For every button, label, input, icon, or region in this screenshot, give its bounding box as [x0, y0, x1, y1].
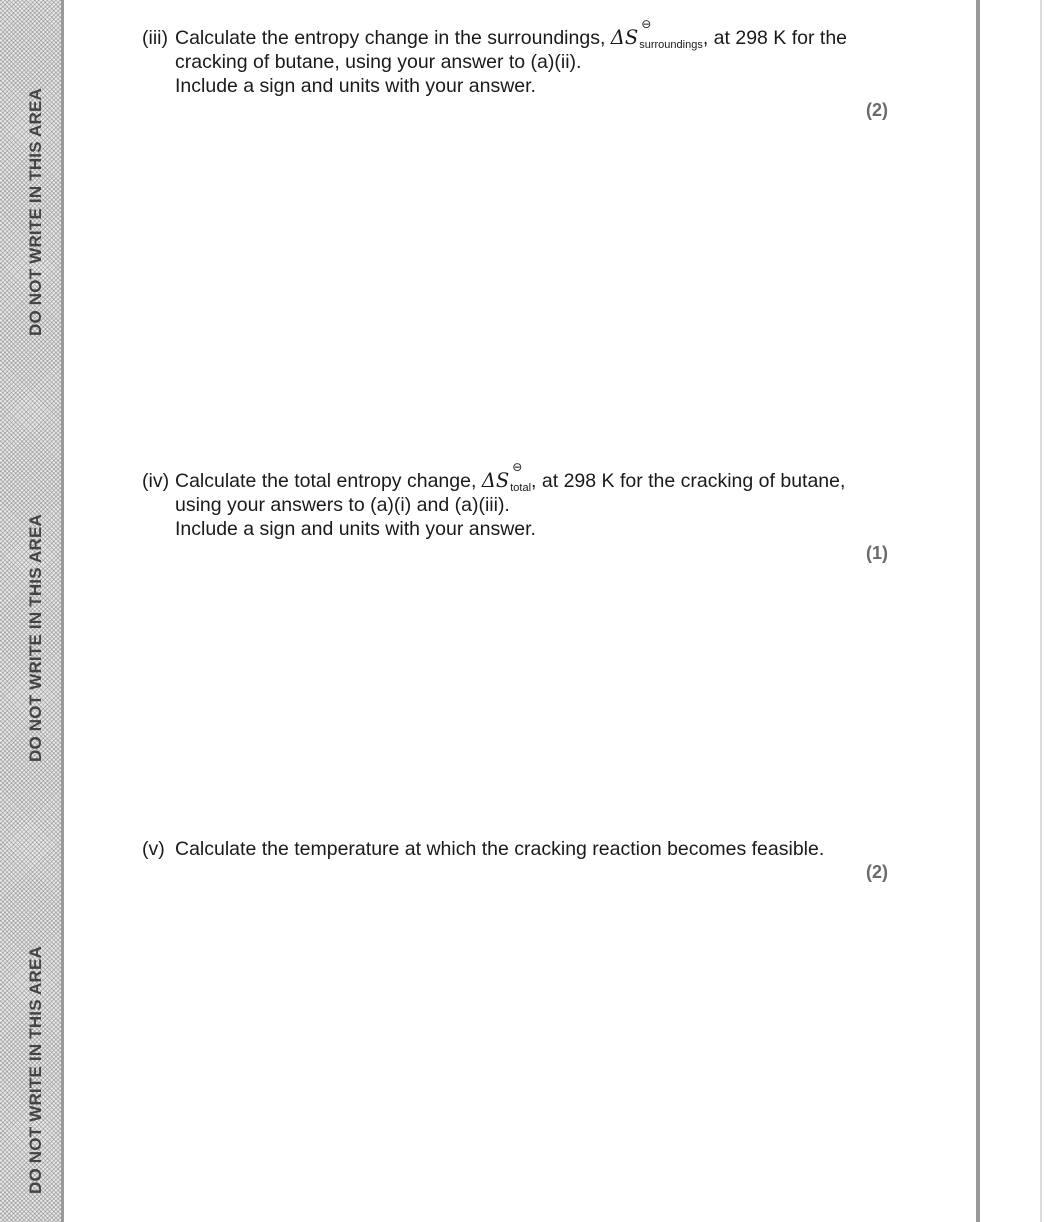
question-iv — [142, 460, 862, 541]
symbol-subscript: surroundings — [639, 39, 703, 51]
question-iii — [142, 17, 862, 98]
right-margin-rule — [976, 0, 980, 1222]
standard-state-symbol: ⊖ — [512, 460, 523, 474]
question-text: , at 298 K for the — [702, 27, 848, 49]
question-text: using your answers to (a)(i) and (a)(iii). — [175, 494, 510, 516]
page-edge-rule — [1040, 0, 1042, 1222]
entropy-symbol: ΔS — [481, 469, 510, 492]
question-number: (v) — [142, 838, 165, 860]
question-text: Include a sign and units with your answer. — [175, 75, 536, 97]
standard-state-symbol: ⊖ — [641, 17, 652, 31]
symbol-scripts — [639, 17, 703, 51]
marks-label: (2) — [866, 100, 888, 120]
margin-strip — [0, 0, 64, 1222]
question-text: Calculate the total entropy change, — [175, 470, 482, 492]
question-text: , at 298 K for the cracking of butane, — [531, 470, 846, 492]
question-text: Calculate the entropy change in the surroundings, — [175, 27, 611, 49]
symbol-subscript: total — [510, 482, 532, 494]
question-number: (iii) — [142, 27, 168, 49]
question-v — [142, 837, 862, 861]
question-text: Calculate the temperature at which the cracking reaction becomes feasible. — [175, 838, 825, 860]
margin-warning: DO NOT WRITE IN THIS AREA — [26, 87, 45, 337]
margin-warning: DO NOT WRITE IN THIS AREA — [26, 513, 45, 763]
question-text: Include a sign and units with your answer. — [175, 518, 536, 540]
marks-label: (2) — [866, 862, 888, 882]
margin-warning: DO NOT WRITE IN THIS AREA — [26, 945, 45, 1195]
question-number: (iv) — [142, 470, 170, 492]
symbol-scripts — [510, 460, 532, 494]
question-text: cracking of butane, using your answer to (a)(ii). — [175, 51, 582, 73]
marks-label: (1) — [866, 543, 888, 563]
entropy-symbol: ΔS — [610, 26, 639, 49]
